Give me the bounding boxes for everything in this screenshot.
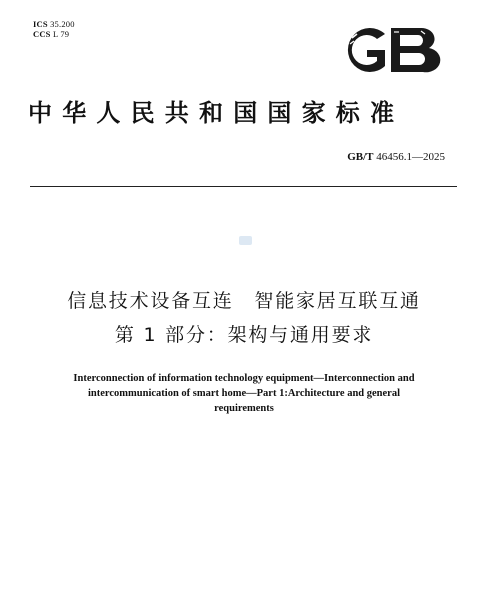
- national-standard-title: 中华人民共和国国家标准: [28, 98, 405, 127]
- document-title-cn-line2: 第 1 部分：架构与通用要求: [114, 324, 374, 346]
- standard-code: [347, 150, 445, 164]
- ics-label: ICS: [33, 19, 48, 29]
- gb-logo: [333, 20, 443, 80]
- ics-code: [33, 19, 75, 29]
- document-title-cn-line1: 信息技术设备互连 智能家居互联互通: [67, 290, 421, 312]
- document-title-en-line3: requirements: [214, 403, 274, 414]
- divider-line: [30, 186, 457, 187]
- ics-value: 35.200: [50, 19, 75, 29]
- watermark-stamp: [239, 236, 252, 245]
- standard-code-prefix: GB/T: [347, 151, 374, 163]
- document-title-en-line2: intercommunication of smart home—Part 1:Architecture and general: [87, 388, 401, 399]
- ccs-code: [33, 29, 75, 39]
- document-title-en: [30, 371, 458, 416]
- classification-codes: [33, 19, 75, 39]
- document-title-en-line1: Interconnection of information technology equipment—Interconnection and: [73, 373, 415, 384]
- ccs-value: L 79: [52, 29, 70, 39]
- gb-logo-icon: [333, 20, 443, 80]
- standard-code-number: 46456.1—2025: [376, 151, 445, 163]
- ccs-label: CCS: [33, 29, 51, 39]
